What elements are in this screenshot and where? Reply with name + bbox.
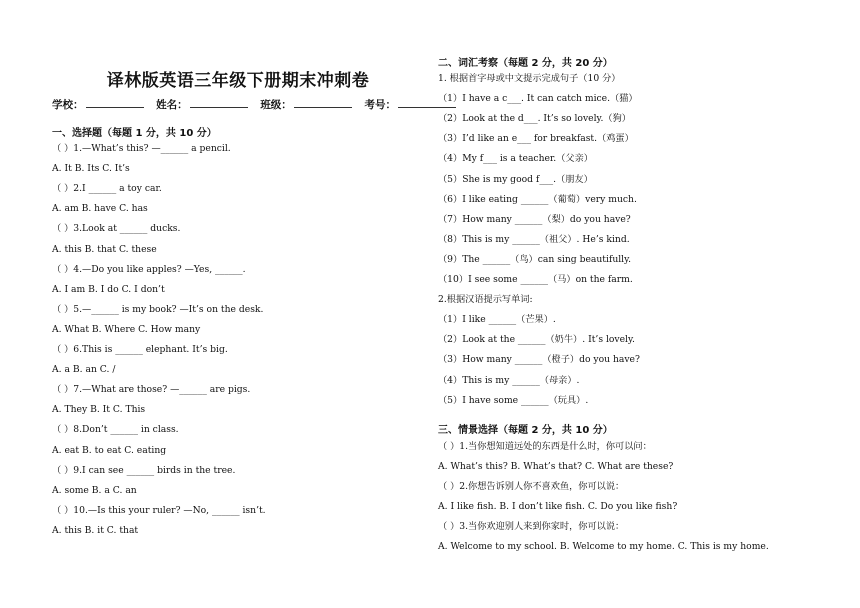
section1-line: A. am B. have C. has xyxy=(52,203,148,215)
section3-line: （ ）2.你想告诉别人你不喜欢鱼，你可以说： xyxy=(438,481,625,492)
section3-line: （ ）1.当你想知道远处的东西是什么时，你可以问： xyxy=(438,441,652,452)
section1-line: （ ）2.I ______ a toy car. xyxy=(52,183,162,195)
section3-line: （ ）3.当你欢迎别人来到你家时，你可以说： xyxy=(438,521,625,532)
section2-line: （6）I like eating ______（葡萄）very much. xyxy=(438,193,637,205)
section2-line: （4）This is my ______（母亲）. xyxy=(438,374,580,386)
section1-line: （ ）4.—Do you like apples? —Yes, ______. xyxy=(52,263,246,275)
section1-line: （ ）3.Look at ______ ducks. xyxy=(52,223,181,235)
section2-line: 1. 根据首字母或中文提示完成句子（10 分） xyxy=(438,73,621,84)
section3-line: A. Welcome to my school. B. Welcome to my home. C. This is my home. xyxy=(438,541,769,552)
section1-line: A. eat B. to eat C. eating xyxy=(52,444,167,456)
section1-line: A. It B. Its C. It’s xyxy=(52,163,130,175)
section1-line: （ ）8.Don’t ______ in class. xyxy=(52,424,179,436)
section1-line: （ ）5.—______ is my book? —It’s on the desk. xyxy=(52,303,264,315)
section1-line: A. What B. Where C. How many xyxy=(52,323,201,335)
section3-line: A. What’s this? B. What’s that? C. What are these? xyxy=(438,461,674,472)
section2-heading: 二、词汇考察（每题 2 分，共 20 分） xyxy=(438,58,613,69)
section3-line: A. I like fish. B. I don’t like fish. C. Do you like fish? xyxy=(438,501,678,512)
section2-line: （3）I’d like an e___ for breakfast.（鸡蛋） xyxy=(438,133,634,145)
school-blank[interactable] xyxy=(86,97,144,108)
section1-line: A. this B. that C. these xyxy=(52,243,157,255)
section2-line: （4）My f___ is a teacher.（父亲） xyxy=(438,153,593,165)
section1-line: A. They B. It C. This xyxy=(52,404,146,416)
section2-line: （8）This is my ______（祖父）. He’s kind. xyxy=(438,233,630,245)
section1-line: （ ）7.—What are those? —______ are pigs. xyxy=(52,384,251,396)
name-blank[interactable] xyxy=(190,97,248,108)
school-label: 学校： xyxy=(52,99,84,111)
section1-line: A. a B. an C. / xyxy=(52,364,116,376)
section1-heading: 一、选择题（每题 1 分，共 10 分） xyxy=(52,128,217,139)
class-label: 班级： xyxy=(260,99,292,111)
number-label: 考号： xyxy=(364,99,396,111)
section2-line: 2.根据汉语提示写单词: xyxy=(438,294,533,306)
section2-line: （3）How many ______（橙子）do you have? xyxy=(438,354,640,366)
section1-line: A. I am B. I do C. I don’t xyxy=(52,283,165,295)
exam-title: 译林版英语三年级下册期末冲刺卷 xyxy=(106,71,370,91)
section2-line: （7）How many ______（梨）do you have? xyxy=(438,213,631,225)
section3-heading: 三、情景选择（每题 2 分，共 10 分） xyxy=(438,425,613,436)
section1-line: （ ）10.—Is this your ruler? —No, ______ isn’t. xyxy=(52,504,266,516)
section2-line: （2）Look at the ______（奶牛）. It’s lovely. xyxy=(438,334,635,346)
section1-line: （ ）6.This is ______ elephant. It’s big. xyxy=(52,344,228,355)
section2-line: （5）I have some ______（玩具）. xyxy=(438,394,589,406)
section2-line: （2）Look at the d___. It’s so lovely.（狗） xyxy=(438,113,631,125)
section1-line: A. this B. it C. that xyxy=(52,524,139,536)
section2-line: （1）I like ______（芒果）. xyxy=(438,314,556,326)
section1-line: （ ）9.I can see ______ birds in the tree. xyxy=(52,464,236,476)
name-label: 姓名： xyxy=(156,99,188,111)
class-blank[interactable] xyxy=(294,97,352,108)
section2-line: （5）She is my good f___.（朋友） xyxy=(438,173,593,185)
section2-line: （10）I see some ______（马）on the farm. xyxy=(438,274,633,285)
section2-line: （1）I have a c___. It can catch mice.（猫） xyxy=(438,93,638,105)
section2-line: （9）The ______（鸟）can sing beautifully. xyxy=(438,253,632,265)
student-info-row xyxy=(52,97,432,112)
section1-line: （ ）1.—What’s this? —______ a pencil. xyxy=(52,143,231,154)
section1-line: A. some B. a C. an xyxy=(52,484,137,496)
